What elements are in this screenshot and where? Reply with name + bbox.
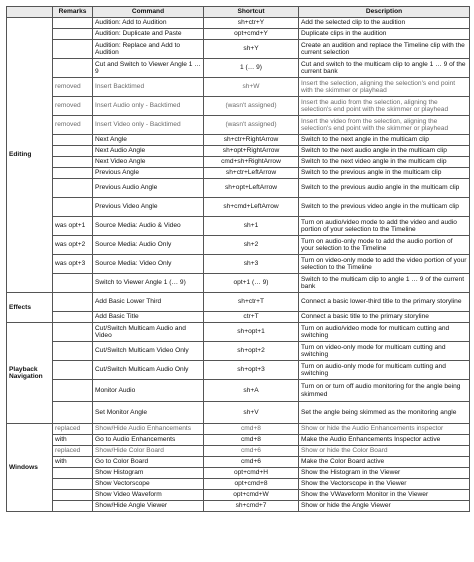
header-shortcut: Shortcut [204, 7, 299, 18]
description-cell: Switch to the previous angle in the multicam clip [299, 168, 470, 179]
description-cell: Cut and switch to the multicam clip to angle 1 … 9 of the current bank [299, 59, 470, 78]
table-row [7, 198, 470, 217]
description-cell: Add the selected clip to the audition [299, 18, 470, 29]
table-row [7, 490, 470, 501]
remarks-cell: with [53, 435, 93, 446]
table-row [7, 293, 470, 312]
command-cell: Add Basic Title [93, 312, 204, 323]
table-header [7, 7, 470, 18]
table-row [7, 457, 470, 468]
command-cell: Source Media: Audio Only [93, 236, 204, 255]
description-cell: Show or hide the Audio Enhancements inspector [299, 424, 470, 435]
description-cell: Turn on audio/video mode for multicam cutting and switching [299, 323, 470, 342]
shortcut-cell: cmd+8 [204, 435, 299, 446]
command-cell: Cut/Switch Multicam Audio and Video [93, 323, 204, 342]
description-cell: Insert the video from the selection, aligning the selection's end point with the skimmer or playhead [299, 116, 470, 135]
description-cell: Switch to the previous video angle in the multicam clip [299, 198, 470, 217]
description-cell: Connect a basic lower-third title to the primary storyline [299, 293, 470, 312]
command-cell: Audition: Duplicate and Paste [93, 29, 204, 40]
description-cell: Create an audition and replace the Timeline clip with the current selection [299, 40, 470, 59]
shortcut-cell: (wasn't assigned) [204, 97, 299, 116]
description-cell: Switch to the next angle in the multicam clip [299, 135, 470, 146]
description-cell: Switch to the next video angle in the multicam clip [299, 157, 470, 168]
category-cell: Editing [7, 18, 53, 293]
description-cell: Connect a basic title to the primary storyline [299, 312, 470, 323]
remarks-cell [53, 402, 93, 424]
description-cell: Show the VWaveform Monitor in the Viewer [299, 490, 470, 501]
table-row [7, 116, 470, 135]
command-cell: Set Monitor Angle [93, 402, 204, 424]
command-cell: Insert Audio only - Backtimed [93, 97, 204, 116]
shortcut-cell: sh+2 [204, 236, 299, 255]
shortcut-cell: cmd+8 [204, 424, 299, 435]
shortcut-cell: sh+A [204, 380, 299, 402]
remarks-cell: was opt+1 [53, 217, 93, 236]
command-cell: Previous Video Angle [93, 198, 204, 217]
table-row [7, 380, 470, 402]
shortcut-cell: opt+1 (… 9) [204, 274, 299, 293]
command-cell: Source Media: Video Only [93, 255, 204, 274]
shortcut-cell: sh+V [204, 402, 299, 424]
command-cell: Show Histogram [93, 468, 204, 479]
command-cell: Go to Color Board [93, 457, 204, 468]
table-row [7, 217, 470, 236]
shortcut-cell: sh+opt+2 [204, 342, 299, 361]
shortcuts-table [6, 6, 470, 512]
remarks-cell: with [53, 457, 93, 468]
remarks-cell [53, 146, 93, 157]
description-cell: Turn on audio/video mode to add the video and audio portion of your selection to the Timeline [299, 217, 470, 236]
remarks-cell [53, 168, 93, 179]
table-row [7, 424, 470, 435]
table-body [7, 18, 470, 512]
table-row [7, 40, 470, 59]
command-cell: Audition: Add to Audition [93, 18, 204, 29]
shortcut-cell: opt+cmd+H [204, 468, 299, 479]
remarks-cell [53, 293, 93, 312]
remarks-cell: was opt+2 [53, 236, 93, 255]
description-cell: Duplicate clips in the audition [299, 29, 470, 40]
shortcut-cell: sh+ctr+RightArrow [204, 135, 299, 146]
header-description: Description [299, 7, 470, 18]
description-cell: Show or hide the Color Board [299, 446, 470, 457]
shortcut-cell: sh+opt+LeftArrow [204, 179, 299, 198]
command-cell: Previous Audio Angle [93, 179, 204, 198]
category-cell: Playback Navigation [7, 323, 53, 424]
command-cell: Add Basic Lower Third [93, 293, 204, 312]
remarks-cell [53, 40, 93, 59]
table-row [7, 157, 470, 168]
command-cell: Cut/Switch Multicam Video Only [93, 342, 204, 361]
description-cell: Turn on audio-only mode to add the audio portion of your selection to the Timeline [299, 236, 470, 255]
table-row [7, 168, 470, 179]
category-cell: Effects [7, 293, 53, 323]
table-row [7, 323, 470, 342]
shortcut-cell: sh+cmd+LeftArrow [204, 198, 299, 217]
description-cell: Insert the audio from the selection, aligning the selection's end point with the skimmer or playhead [299, 97, 470, 116]
table-row [7, 501, 470, 512]
header-row [7, 7, 470, 18]
table-row [7, 446, 470, 457]
description-cell: Show or hide the Angle Viewer [299, 501, 470, 512]
remarks-cell [53, 312, 93, 323]
command-cell: Show/Hide Audio Enhancements [93, 424, 204, 435]
remarks-cell: was opt+3 [53, 255, 93, 274]
description-cell: Set the angle being skimmed as the monitoring angle [299, 402, 470, 424]
shortcut-cell: 1 (… 9) [204, 59, 299, 78]
command-cell: Show/Hide Angle Viewer [93, 501, 204, 512]
command-cell: Audition: Replace and Add to Audition [93, 40, 204, 59]
header-remarks: Remarks [53, 7, 93, 18]
shortcut-cell: sh+ctr+Y [204, 18, 299, 29]
remarks-cell [53, 18, 93, 29]
command-cell: Next Angle [93, 135, 204, 146]
remarks-cell [53, 468, 93, 479]
table-row [7, 78, 470, 97]
shortcut-cell: sh+opt+1 [204, 323, 299, 342]
header-command: Command [93, 7, 204, 18]
shortcut-cell: (wasn't assigned) [204, 116, 299, 135]
remarks-cell [53, 380, 93, 402]
shortcut-cell: cmd+sh+RightArrow [204, 157, 299, 168]
shortcut-cell: sh+cmd+7 [204, 501, 299, 512]
table-row [7, 97, 470, 116]
remarks-cell [53, 198, 93, 217]
shortcut-cell: sh+opt+3 [204, 361, 299, 380]
remarks-cell [53, 274, 93, 293]
remarks-cell [53, 323, 93, 342]
remarks-cell: removed [53, 116, 93, 135]
table-row [7, 342, 470, 361]
description-cell: Turn on video-only mode for multicam cutting and switching [299, 342, 470, 361]
remarks-cell [53, 342, 93, 361]
remarks-cell [53, 479, 93, 490]
table-row [7, 236, 470, 255]
remarks-cell: removed [53, 78, 93, 97]
remarks-cell [53, 179, 93, 198]
table-row [7, 18, 470, 29]
table-row [7, 179, 470, 198]
command-cell: Next Video Angle [93, 157, 204, 168]
description-cell: Show the Vectorscope in the Viewer [299, 479, 470, 490]
shortcut-cell: sh+ctr+LeftArrow [204, 168, 299, 179]
table-row [7, 29, 470, 40]
shortcut-cell: sh+W [204, 78, 299, 97]
table-row [7, 312, 470, 323]
command-cell: Go to Audio Enhancements [93, 435, 204, 446]
table-row [7, 435, 470, 446]
command-cell: Previous Angle [93, 168, 204, 179]
description-cell: Make the Audio Enhancements Inspector active [299, 435, 470, 446]
remarks-cell [53, 29, 93, 40]
command-cell: Monitor Audio [93, 380, 204, 402]
remarks-cell [53, 59, 93, 78]
description-cell: Insert the selection, aligning the selection's end point with the skimmer or playhead [299, 78, 470, 97]
description-cell: Switch to the next audio angle in the multicam clip [299, 146, 470, 157]
table-row [7, 135, 470, 146]
table-row [7, 146, 470, 157]
table-row [7, 402, 470, 424]
command-cell: Insert Video only - Backtimed [93, 116, 204, 135]
header-category [7, 7, 53, 18]
remarks-cell: replaced [53, 446, 93, 457]
remarks-cell [53, 501, 93, 512]
table-row [7, 361, 470, 380]
description-cell: Make the Color Board active [299, 457, 470, 468]
shortcut-cell: sh+opt+RightArrow [204, 146, 299, 157]
remarks-cell [53, 490, 93, 501]
table-row [7, 479, 470, 490]
remarks-cell [53, 135, 93, 146]
category-cell: Windows [7, 424, 53, 512]
description-cell: Turn on or turn off audio monitoring for the angle being skimmed [299, 380, 470, 402]
command-cell: Show Video Waveform [93, 490, 204, 501]
command-cell: Next Audio Angle [93, 146, 204, 157]
remarks-cell: removed [53, 97, 93, 116]
description-cell: Show the Histogram in the Viewer [299, 468, 470, 479]
description-cell: Switch to the previous audio angle in the multicam clip [299, 179, 470, 198]
command-cell: Show/Hide Color Board [93, 446, 204, 457]
shortcut-cell: cmd+6 [204, 446, 299, 457]
description-cell: Turn on audio-only mode for multicam cutting and switching [299, 361, 470, 380]
shortcut-cell: sh+1 [204, 217, 299, 236]
remarks-cell: replaced [53, 424, 93, 435]
table-row [7, 255, 470, 274]
description-cell: Turn on video-only mode to add the video portion of your selection to the Timeline [299, 255, 470, 274]
command-cell: Cut and Switch to Viewer Angle 1 … 9 [93, 59, 204, 78]
shortcut-cell: opt+cmd+W [204, 490, 299, 501]
command-cell: Show Vectorscope [93, 479, 204, 490]
command-cell: Switch to Viewer Angle 1 (… 9) [93, 274, 204, 293]
description-cell: Switch to the multicam clip to angle 1 … 9 of the current bank [299, 274, 470, 293]
table-row [7, 468, 470, 479]
table-row [7, 59, 470, 78]
shortcut-cell: opt+cmd+8 [204, 479, 299, 490]
shortcut-cell: cmd+6 [204, 457, 299, 468]
shortcut-cell: sh+3 [204, 255, 299, 274]
command-cell: Source Media: Audio & Video [93, 217, 204, 236]
remarks-cell [53, 157, 93, 168]
remarks-cell [53, 361, 93, 380]
shortcut-cell: opt+cmd+Y [204, 29, 299, 40]
shortcut-cell: sh+Y [204, 40, 299, 59]
shortcut-cell: ctr+T [204, 312, 299, 323]
table-row [7, 274, 470, 293]
command-cell: Insert Backtimed [93, 78, 204, 97]
shortcut-cell: sh+ctr+T [204, 293, 299, 312]
command-cell: Cut/Switch Multicam Audio Only [93, 361, 204, 380]
